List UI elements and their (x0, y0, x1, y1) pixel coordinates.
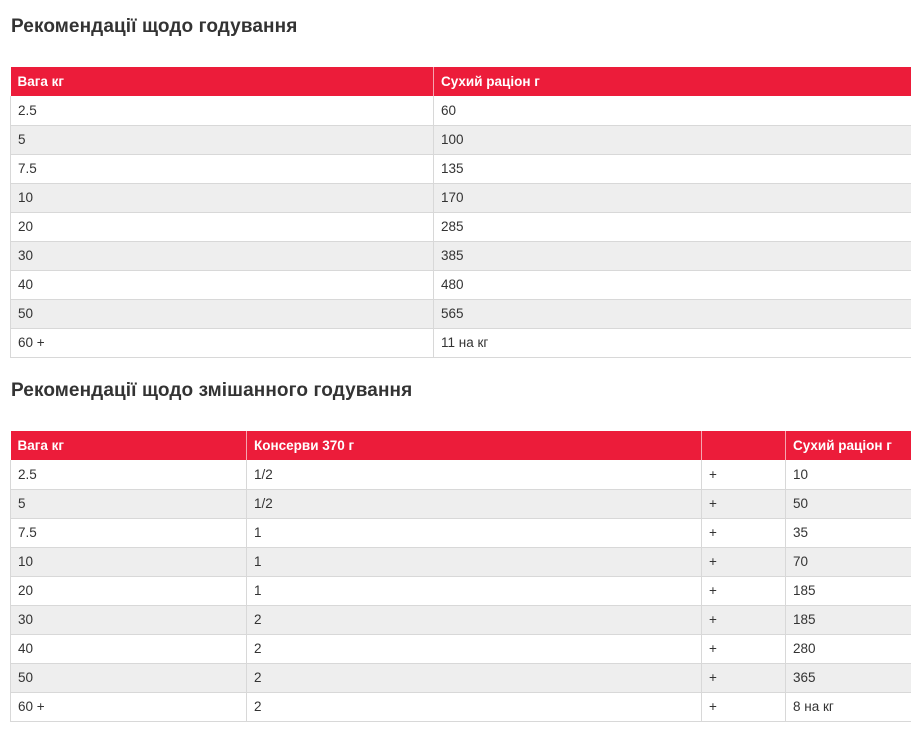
table-header-row (11, 67, 911, 96)
cell-dry-food: 35 (786, 518, 911, 547)
table-row (11, 154, 911, 183)
table-row (11, 489, 911, 518)
header-weight: Вага кг (11, 431, 247, 460)
table-row (11, 605, 911, 634)
cell-dry-food: 285 (434, 212, 911, 241)
header-weight: Вага кг (11, 67, 434, 96)
feeding-table (10, 67, 911, 358)
feeding-title: Рекомендації щодо годування (11, 16, 298, 37)
cell-dry-food: 70 (786, 547, 911, 576)
cell-canned-food: 1 (247, 518, 702, 547)
cell-weight: 30 (11, 241, 434, 270)
cell-dry-food: 385 (434, 241, 911, 270)
cell-dry-food: 365 (786, 663, 911, 692)
cell-weight: 60 + (11, 692, 247, 721)
cell-canned-food: 1/2 (247, 460, 702, 489)
cell-plus: + (702, 460, 786, 489)
cell-dry-food: 565 (434, 299, 911, 328)
cell-weight: 7.5 (11, 518, 247, 547)
cell-plus: + (702, 605, 786, 634)
cell-plus: + (702, 634, 786, 663)
cell-canned-food: 2 (247, 634, 702, 663)
cell-plus: + (702, 663, 786, 692)
cell-weight: 10 (11, 547, 247, 576)
cell-canned-food: 1 (247, 576, 702, 605)
cell-dry-food: 10 (786, 460, 911, 489)
table-row (11, 547, 911, 576)
cell-dry-food: 135 (434, 154, 911, 183)
table-row (11, 125, 911, 154)
cell-weight: 10 (11, 183, 434, 212)
table-row (11, 576, 911, 605)
cell-dry-food: 8 на кг (786, 692, 911, 721)
table-row (11, 328, 911, 357)
table-row (11, 183, 911, 212)
cell-weight: 2.5 (11, 96, 434, 125)
cell-dry-food: 170 (434, 183, 911, 212)
cell-dry-food: 50 (786, 489, 911, 518)
cell-weight: 40 (11, 634, 247, 663)
cell-canned-food: 1 (247, 547, 702, 576)
header-plus (702, 431, 786, 460)
header-dry-food: Сухий раціон г (786, 431, 911, 460)
table-row (11, 634, 911, 663)
table-row (11, 663, 911, 692)
cell-weight: 2.5 (11, 460, 247, 489)
cell-canned-food: 2 (247, 692, 702, 721)
cell-weight: 50 (11, 299, 434, 328)
cell-plus: + (702, 489, 786, 518)
table-row (11, 96, 911, 125)
cell-dry-food: 60 (434, 96, 911, 125)
cell-dry-food: 100 (434, 125, 911, 154)
header-canned-food: Консерви 370 г (247, 431, 702, 460)
cell-dry-food: 185 (786, 576, 911, 605)
cell-canned-food: 1/2 (247, 489, 702, 518)
table-row (11, 460, 911, 489)
cell-weight: 5 (11, 489, 247, 518)
table-row (11, 270, 911, 299)
table-row (11, 518, 911, 547)
table-header-row (11, 431, 911, 460)
table-row (11, 692, 911, 721)
cell-canned-food: 2 (247, 663, 702, 692)
cell-weight: 40 (11, 270, 434, 299)
cell-plus: + (702, 576, 786, 605)
mixed-feeding-table (10, 431, 911, 722)
cell-weight: 20 (11, 212, 434, 241)
table-row (11, 241, 911, 270)
table-row (11, 212, 911, 241)
cell-dry-food: 280 (786, 634, 911, 663)
header-dry-food: Сухий раціон г (434, 67, 911, 96)
cell-dry-food: 480 (434, 270, 911, 299)
cell-plus: + (702, 518, 786, 547)
cell-weight: 50 (11, 663, 247, 692)
cell-weight: 30 (11, 605, 247, 634)
table-row (11, 299, 911, 328)
cell-canned-food: 2 (247, 605, 702, 634)
cell-weight: 20 (11, 576, 247, 605)
cell-dry-food: 11 на кг (434, 328, 911, 357)
mixed-feeding-title: Рекомендації щодо змішанного годування (11, 380, 413, 401)
cell-plus: + (702, 547, 786, 576)
cell-weight: 7.5 (11, 154, 434, 183)
cell-weight: 5 (11, 125, 434, 154)
cell-dry-food: 185 (786, 605, 911, 634)
cell-weight: 60 + (11, 328, 434, 357)
cell-plus: + (702, 692, 786, 721)
